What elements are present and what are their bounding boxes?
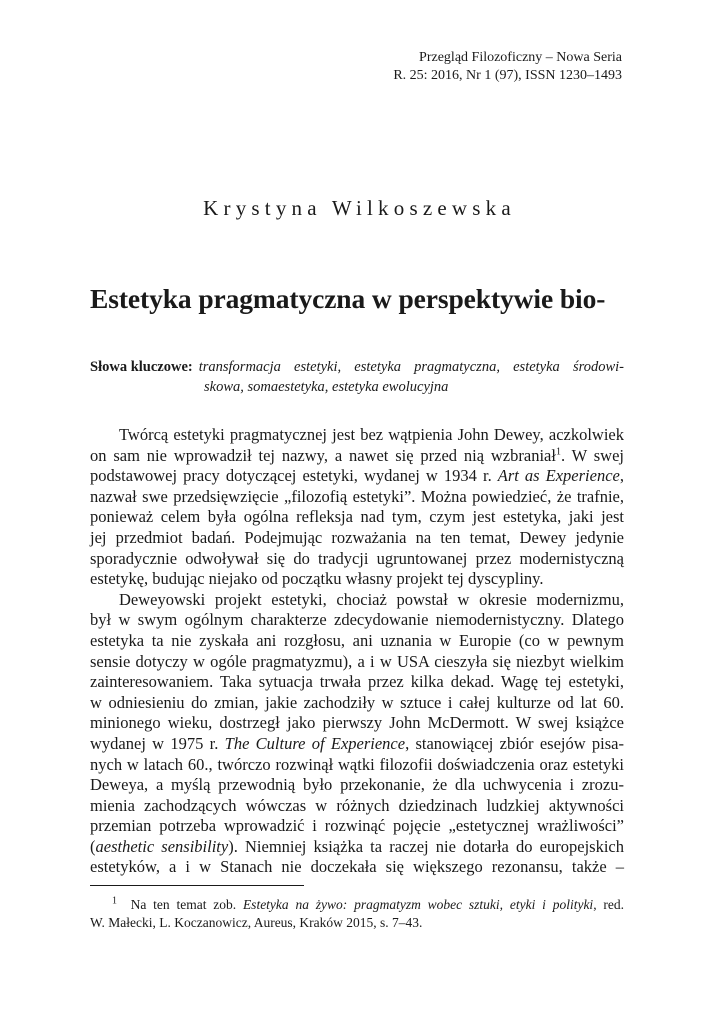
journal-issue: R. 25: 2016, Nr 1 (97), ISSN 1230–1493 bbox=[393, 68, 622, 83]
footnote-ref: 1 bbox=[555, 446, 561, 458]
p2-line: estetyka ta nie zyskała ani rozgłosu, ani uznania w Europie (co w pewnym bbox=[90, 630, 624, 650]
p2-line: minionego wieku, dostrzegł jako pierwszy John McDermott. W swej książce bbox=[90, 713, 624, 733]
p2-line: mienia zachodzących wówczas w różnych dziedzinach ludzkiej aktywności bbox=[90, 795, 624, 815]
p2-line: estetyków, a i w Stanach nie doczekała się większego rezonansu, także – bbox=[90, 857, 624, 877]
p1-line: sporadycznie odwoływał się do tradycji ugruntowanej przez modernistyczną bbox=[90, 548, 624, 568]
p1-line: estetykę, budując niejako od początku własny projekt tej dyscypliny. bbox=[90, 569, 544, 589]
book-title: Estetyka na żywo: pragmatyzm wobec sztuki, etyki i polityki bbox=[242, 897, 594, 912]
p2-line: (aesthetic sensibility). Niemniej książka ta raczej nie dotarła do europejskich bbox=[90, 836, 624, 856]
body-text bbox=[90, 425, 624, 878]
keywords-line-2: skowa, somaestetyka, estetyka ewolucyjna bbox=[204, 378, 449, 395]
book-title: The Culture of Experience bbox=[224, 733, 406, 753]
p2-line: wydanej w 1975 r. The Culture of Experience, stanowiącej zbiór esejów pisa- bbox=[90, 733, 624, 753]
footnote-number: 1 bbox=[112, 895, 117, 907]
p2-line: zainteresowaniem. Taka sytuacja trwała przez kilka dekad. Wagę tej estetyki, bbox=[90, 672, 624, 692]
footnote bbox=[90, 896, 624, 932]
p2-line: był w swym ogólnym charakterze zdecydowanie niemodernistyczny. Dlatego bbox=[90, 610, 624, 630]
keywords-line-1: transformacja estetyki, estetyka pragmatyczna, estetyka środowi- bbox=[198, 359, 624, 375]
p2-line: Deweyowski projekt estetyki, chociaż powstał w okresie modernizmu, bbox=[119, 589, 624, 609]
footnote-divider bbox=[90, 885, 304, 886]
p2-line: sensie dotyczy w ogóle pragmatyzmu), a i w USA cieszyła się niezbyt wielkim bbox=[90, 651, 624, 671]
footnote-line: W. Małecki, L. Koczanowicz, Aureus, Kraków 2015, s. 7–43. bbox=[90, 915, 423, 930]
book-title: Art as Experience bbox=[497, 466, 620, 486]
p1-line: on sam nie wprowadził tej nazwy, a nawet się przed nią wzbraniał$^1$. W swej bbox=[90, 445, 624, 465]
p1-line: jej przedmiot badań. Podejmując rozważania na ten temat, Dewey jedynie bbox=[90, 527, 624, 547]
p2-line: nych w latach 60., twórczo rozwinął wątki filozofii doświadczenia oraz estetyki bbox=[90, 754, 624, 774]
keywords-label: Słowa kluczowe: bbox=[90, 359, 193, 375]
p1-line: ponieważ celem była ogólna refleksja nad tym, czym jest estetyka, jaki jest bbox=[90, 507, 624, 527]
p1-line: podstawowej pracy dotyczącej estetyki, wydanej w 1934 r. Art as Experience, bbox=[90, 466, 624, 486]
p1-line: nazwał swe przedsięwzięcie „filozofią estetyki”. Można powiedzieć, że trafnie, bbox=[90, 486, 624, 506]
journal-header bbox=[393, 49, 622, 85]
article-title: Estetyka pragmatyczna w perspektywie bio- bbox=[90, 283, 606, 314]
footnote-line: $^1$ Na ten temat zob. Estetyka na żywo: pragmatyzm wobec sztuki, etyki i polityki, red. bbox=[112, 895, 624, 912]
p1-line: Twórcą estetyki pragmatycznej jest bez wątpienia John Dewey, aczkolwiek bbox=[119, 425, 624, 444]
term-italic: aesthetic sensibility bbox=[95, 836, 229, 856]
keywords-block bbox=[90, 358, 624, 397]
p2-line: przemian potrzeba wprowadzić i rozwinąć pojęcie „estetycznej wrażliwości” bbox=[90, 816, 624, 836]
author-name: Krystyna Wilkoszewska bbox=[203, 196, 516, 220]
p2-line: w odniesieniu do zmian, jakie zachodziły w sztuce i całej kulturze od lat 60. bbox=[90, 692, 624, 712]
journal-name: Przegląd Filozoficzny – Nowa Seria bbox=[419, 50, 622, 65]
p2-line: Deweya, a myślą przewodnią było przekonanie, że dla uchwycenia i zrozu- bbox=[90, 775, 624, 795]
